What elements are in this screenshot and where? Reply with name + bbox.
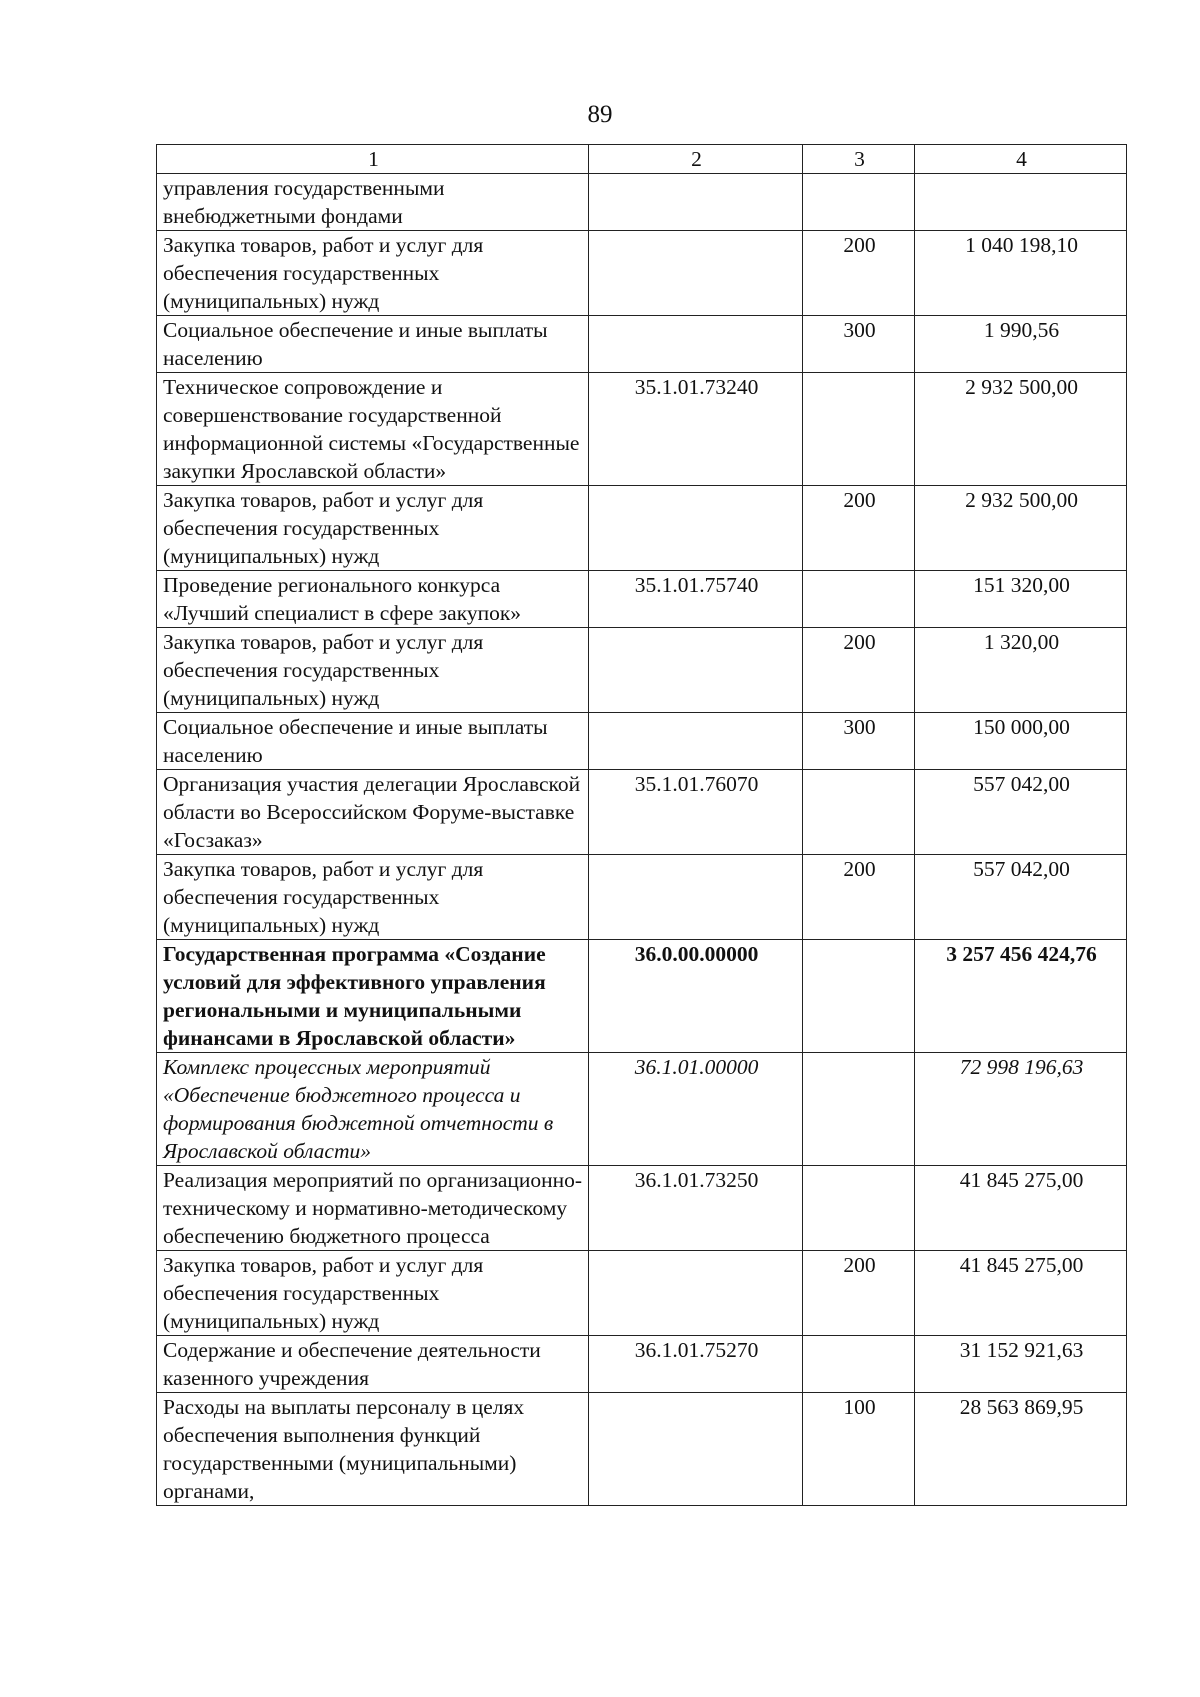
row-amount-cell: 2 932 500,00 [915, 486, 1127, 571]
table-row [157, 713, 1127, 770]
row-name-cell: Техническое сопровождение и совершенствование государственной информационной системы «Государственные закупки Ярославской области» [157, 373, 589, 486]
row-name-cell: Организация участия делегации Ярославской области во Всероссийском Форуме-выставке «Госзаказ» [157, 770, 589, 855]
row-amount-cell: 28 563 869,95 [915, 1393, 1127, 1506]
row-amount-cell: 557 042,00 [915, 855, 1127, 940]
table-row [157, 940, 1127, 1053]
row-code-cell [589, 628, 803, 713]
table-row [157, 1393, 1127, 1506]
table-row [157, 571, 1127, 628]
row-name-cell: Социальное обеспечение и иные выплаты населению [157, 713, 589, 770]
row-type-cell [803, 940, 915, 1053]
row-amount-cell: 1 320,00 [915, 628, 1127, 713]
row-name-cell: Содержание и обеспечение деятельности казенного учреждения [157, 1336, 589, 1393]
row-type-cell [803, 770, 915, 855]
row-name-cell: Государственная программа «Создание условий для эффективного управления региональными и муниципальными финансами в Ярославской области» [157, 940, 589, 1053]
row-type-cell: 200 [803, 1251, 915, 1336]
table-row [157, 373, 1127, 486]
table-row [157, 1251, 1127, 1336]
table-row [157, 174, 1127, 231]
row-name-cell: Закупка товаров, работ и услуг для обеспечения государственных (муниципальных) нужд [157, 628, 589, 713]
page-number: 89 [587, 101, 613, 128]
table-row [157, 1166, 1127, 1251]
row-name-cell: управления государственными внебюджетными фондами [157, 174, 589, 231]
table-row [157, 1336, 1127, 1393]
row-code-cell [589, 713, 803, 770]
row-code-cell [589, 1393, 803, 1506]
table-row [157, 486, 1127, 571]
row-code-cell: 36.1.01.00000 [589, 1053, 803, 1166]
table-row [157, 628, 1127, 713]
table-row [157, 1053, 1127, 1166]
row-code-cell [589, 174, 803, 231]
row-name-cell: Реализация мероприятий по организационно-техническому и нормативно-методическому обеспечению бюджетного процесса [157, 1166, 589, 1251]
row-name-cell: Закупка товаров, работ и услуг для обеспечения государственных (муниципальных) нужд [157, 1251, 589, 1336]
budget-table [156, 144, 1127, 1506]
table-header [157, 145, 1127, 174]
row-name-cell: Закупка товаров, работ и услуг для обеспечения государственных (муниципальных) нужд [157, 486, 589, 571]
row-amount-cell: 72 998 196,63 [915, 1053, 1127, 1166]
row-amount-cell: 1 040 198,10 [915, 231, 1127, 316]
header-row [157, 145, 1127, 174]
row-amount-cell: 41 845 275,00 [915, 1166, 1127, 1251]
row-code-cell: 35.1.01.76070 [589, 770, 803, 855]
row-code-cell: 35.1.01.73240 [589, 373, 803, 486]
row-amount-cell: 557 042,00 [915, 770, 1127, 855]
row-amount-cell: 3 257 456 424,76 [915, 940, 1127, 1053]
row-amount-cell: 31 152 921,63 [915, 1336, 1127, 1393]
row-code-cell: 35.1.01.75740 [589, 571, 803, 628]
table-body [157, 174, 1127, 1506]
row-code-cell [589, 316, 803, 373]
table-row [157, 231, 1127, 316]
row-type-cell [803, 373, 915, 486]
column-header-3: 3 [803, 145, 915, 174]
row-name-cell: Комплекс процессных мероприятий «Обеспечение бюджетного процесса и формирования бюджетной отчетности в Ярославской области» [157, 1053, 589, 1166]
column-header-2: 2 [589, 145, 803, 174]
row-name-cell: Закупка товаров, работ и услуг для обеспечения государственных (муниципальных) нужд [157, 231, 589, 316]
column-header-4: 4 [915, 145, 1127, 174]
row-amount-cell: 1 990,56 [915, 316, 1127, 373]
row-type-cell: 300 [803, 316, 915, 373]
row-name-cell: Проведение регионального конкурса «Лучший специалист в сфере закупок» [157, 571, 589, 628]
table-row [157, 316, 1127, 373]
row-name-cell: Закупка товаров, работ и услуг для обеспечения государственных (муниципальных) нужд [157, 855, 589, 940]
row-type-cell: 200 [803, 231, 915, 316]
row-type-cell: 200 [803, 628, 915, 713]
row-code-cell [589, 231, 803, 316]
row-amount-cell: 150 000,00 [915, 713, 1127, 770]
row-amount-cell: 41 845 275,00 [915, 1251, 1127, 1336]
row-code-cell [589, 855, 803, 940]
row-amount-cell: 151 320,00 [915, 571, 1127, 628]
row-type-cell: 100 [803, 1393, 915, 1506]
row-amount-cell [915, 174, 1127, 231]
row-type-cell: 300 [803, 713, 915, 770]
row-type-cell [803, 174, 915, 231]
row-amount-cell: 2 932 500,00 [915, 373, 1127, 486]
table-row [157, 855, 1127, 940]
row-type-cell [803, 1053, 915, 1166]
row-type-cell [803, 1166, 915, 1251]
row-name-cell: Расходы на выплаты персоналу в целях обеспечения выполнения функций государственными (муниципальными) органами, [157, 1393, 589, 1506]
row-code-cell [589, 486, 803, 571]
row-name-cell: Социальное обеспечение и иные выплаты населению [157, 316, 589, 373]
row-type-cell [803, 1336, 915, 1393]
row-type-cell: 200 [803, 486, 915, 571]
table-row [157, 770, 1127, 855]
row-type-cell: 200 [803, 855, 915, 940]
row-code-cell [589, 1251, 803, 1336]
row-code-cell: 36.0.00.00000 [589, 940, 803, 1053]
row-code-cell: 36.1.01.73250 [589, 1166, 803, 1251]
row-code-cell: 36.1.01.75270 [589, 1336, 803, 1393]
row-type-cell [803, 571, 915, 628]
column-header-1: 1 [157, 145, 589, 174]
